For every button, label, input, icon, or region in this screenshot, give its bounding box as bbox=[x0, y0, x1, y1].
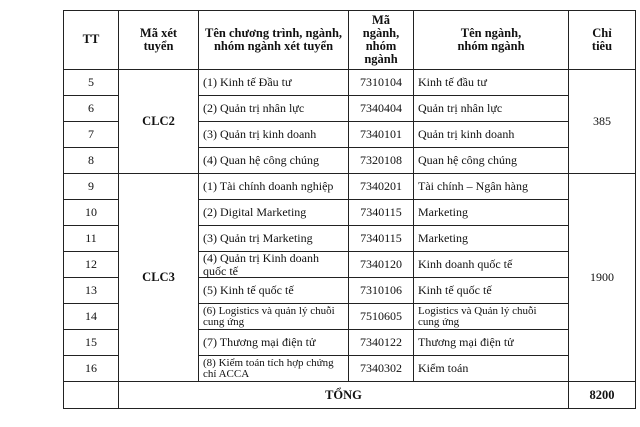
row-code: 7510605 bbox=[349, 304, 414, 330]
row-major: Marketing bbox=[414, 200, 569, 226]
row-major: Quản trị kinh doanh bbox=[414, 122, 569, 148]
table-row bbox=[64, 174, 636, 200]
row-tt: 5 bbox=[64, 70, 119, 96]
row-tt: 14 bbox=[64, 304, 119, 330]
row-tt: 12 bbox=[64, 252, 119, 278]
row-code: 7340201 bbox=[349, 174, 414, 200]
row-tt: 13 bbox=[64, 278, 119, 304]
row-program: (7) Thương mại điện tử bbox=[199, 330, 349, 356]
row-tt: 10 bbox=[64, 200, 119, 226]
row-major: Marketing bbox=[414, 226, 569, 252]
row-major: Logistics và Quản lý chuỗi cung ứng bbox=[414, 304, 569, 330]
row-code: 7340302 bbox=[349, 356, 414, 382]
row-major: Kiểm toán bbox=[414, 356, 569, 382]
row-major: Kinh tế đầu tư bbox=[414, 70, 569, 96]
group-code-clc2: CLC2 bbox=[119, 70, 199, 174]
row-program: (5) Kinh tế quốc tế bbox=[199, 278, 349, 304]
row-tt: 9 bbox=[64, 174, 119, 200]
row-tt: 8 bbox=[64, 148, 119, 174]
row-program: (4) Quan hệ công chúng bbox=[199, 148, 349, 174]
row-code: 7310106 bbox=[349, 278, 414, 304]
row-major: Tài chính – Ngân hàng bbox=[414, 174, 569, 200]
row-code: 7340115 bbox=[349, 226, 414, 252]
header-ma-xet-tuyen: Mã xét tuyển bbox=[119, 11, 199, 70]
group-quota-clc3: 1900 bbox=[569, 174, 636, 382]
row-code: 7340120 bbox=[349, 252, 414, 278]
row-major: Kinh doanh quốc tế bbox=[414, 252, 569, 278]
row-program: (2) Digital Marketing bbox=[199, 200, 349, 226]
row-code: 7340404 bbox=[349, 96, 414, 122]
row-program: (4) Quản trị Kinh doanh quốc tế bbox=[199, 252, 349, 278]
row-tt: 16 bbox=[64, 356, 119, 382]
row-program: (1) Tài chính doanh nghiệp bbox=[199, 174, 349, 200]
admission-quota-table bbox=[63, 10, 636, 409]
header-chi-tieu: Chỉ tiêu bbox=[569, 11, 636, 70]
group-code-clc3: CLC3 bbox=[119, 174, 199, 382]
row-code: 7340122 bbox=[349, 330, 414, 356]
row-program: (6) Logistics và quản lý chuỗi cung ứng bbox=[199, 304, 349, 330]
row-tt: 7 bbox=[64, 122, 119, 148]
row-code: 7340101 bbox=[349, 122, 414, 148]
row-code: 7340115 bbox=[349, 200, 414, 226]
row-code: 7320108 bbox=[349, 148, 414, 174]
header-ten-chuong-trinh: Tên chương trình, ngành, nhóm ngành xét tuyển bbox=[199, 11, 349, 70]
row-program: (2) Quản trị nhân lực bbox=[199, 96, 349, 122]
group-quota-clc2: 385 bbox=[569, 70, 636, 174]
total-empty-tt bbox=[64, 382, 119, 409]
row-major: Thương mại điện tử bbox=[414, 330, 569, 356]
row-major: Kinh tế quốc tế bbox=[414, 278, 569, 304]
row-program: (8) Kiểm toán tích hợp chứng chỉ ACCA bbox=[199, 356, 349, 382]
row-program: (3) Quản trị Marketing bbox=[199, 226, 349, 252]
row-code: 7310104 bbox=[349, 70, 414, 96]
table-header-row bbox=[64, 11, 636, 70]
row-tt: 15 bbox=[64, 330, 119, 356]
row-major: Quản trị nhân lực bbox=[414, 96, 569, 122]
row-major: Quan hệ công chúng bbox=[414, 148, 569, 174]
total-row bbox=[64, 382, 636, 409]
row-program: (3) Quản trị kinh doanh bbox=[199, 122, 349, 148]
total-value: 8200 bbox=[569, 382, 636, 409]
header-ma-nganh: Mã ngành, nhóm ngành bbox=[349, 11, 414, 70]
row-tt: 11 bbox=[64, 226, 119, 252]
row-tt: 6 bbox=[64, 96, 119, 122]
total-label: TỔNG bbox=[119, 382, 569, 409]
row-program: (1) Kinh tế Đầu tư bbox=[199, 70, 349, 96]
header-ten-nganh: Tên ngành, nhóm ngành bbox=[414, 11, 569, 70]
table-row bbox=[64, 70, 636, 96]
header-tt: TT bbox=[64, 11, 119, 70]
